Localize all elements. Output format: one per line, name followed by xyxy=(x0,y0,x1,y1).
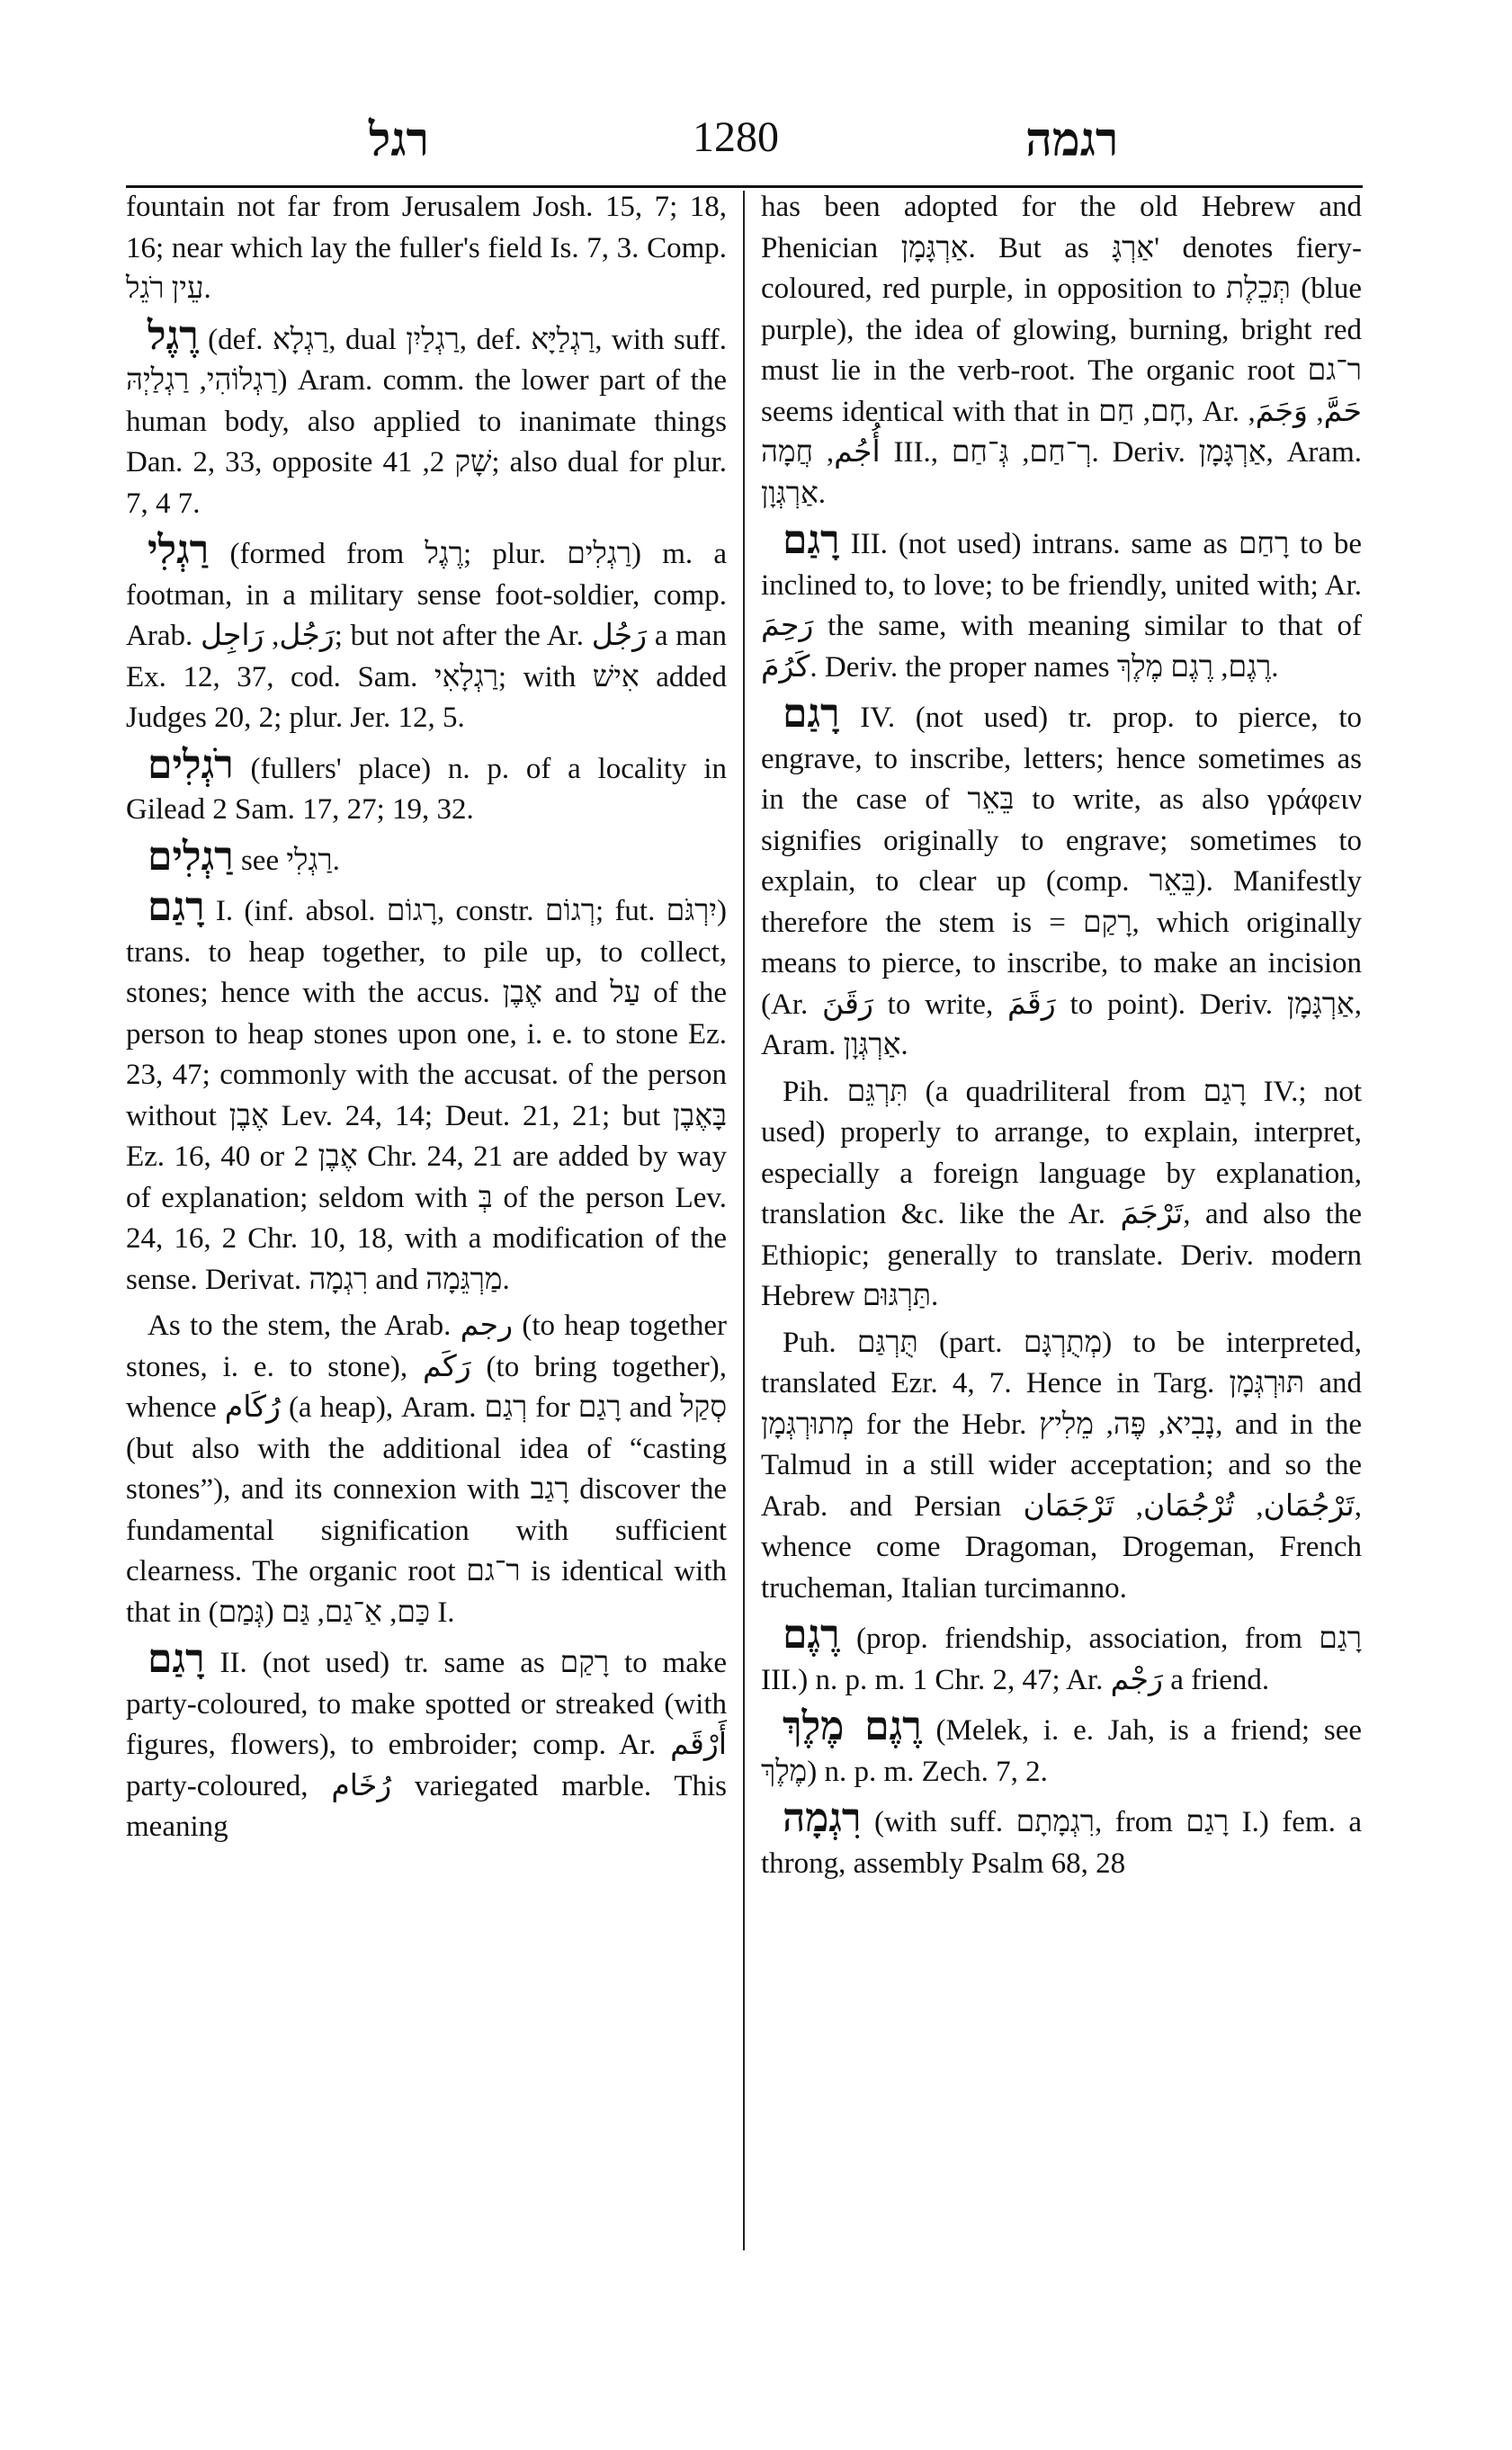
entry-headword: רֶגֶם מֶלֶךְ xyxy=(783,1703,922,1749)
right-guide-word: רגמה xyxy=(1025,112,1119,167)
entry-text: I. (inf. absol. רָגוֹם, constr. רְגוֹם; fut. יִרְגֹּם) trans. to heap together, to pile up, to collect, stones; hence with the accus. אֶבֶן and עַל of the person to heap stones upon one, i. e. to stone Ez. 23, 47; commonly with the accusat. of the person without אֶבֶן Lev. 24, 14; Deut. 21, 21; but בָּאֶבֶן Ez. 16, 40 or אֶבֶן 2 Chr. 24, 21 are added by way of explanation; seldom with בְּ of the person Lev. 24, 16, 2 Chr. 10, 18, with a modification of the sense. Derivat. רִגְמָה and מַרְגֵּמָה. xyxy=(126,895,727,1296)
entry-text: Pih. תִּרְגֵּם (a quadriliteral from רָגַם IV.; not used) properly to arrange, to explain, interpret, especially a foreign language by explanation, translation &c. like the Ar. تَرْجَمَ, and also the Ethiopic; generally to translate. Deriv. modern Hebrew תַּרְגּוּם. xyxy=(761,1075,1363,1312)
entry-text: see רַגְלִי. xyxy=(233,844,340,877)
entry-text: fountain not far from Jerusalem Josh. 15, 7; 18, 16; near which lay the fuller's field Is. 7, 3. Comp. עֵין רֹגֵל. xyxy=(126,191,727,305)
entry-text: (prop. friendship, association, from רָגַם III.) n. p. m. 1 Chr. 2, 47; Ar. رَجْم a friend. xyxy=(761,1623,1362,1696)
dictionary-entry xyxy=(761,693,1362,1067)
running-header xyxy=(126,112,1363,175)
dictionary-entry xyxy=(126,527,728,739)
dictionary-entry xyxy=(761,517,1362,688)
dictionary-entry xyxy=(761,1072,1362,1318)
entry-text: (with suff. רִגְמָתָם, from רָגַם I.) fem. a throng, assembly Psalm 68, 28 xyxy=(761,1806,1362,1880)
dictionary-entry xyxy=(761,1614,1362,1701)
dictionary-entry xyxy=(761,1323,1362,1610)
entry-headword: רַגְלִים xyxy=(148,833,234,880)
entry-headword: רַגְלִי xyxy=(148,527,210,573)
entry-headword: רָגַם xyxy=(783,691,840,737)
entry-headword: רָגַם xyxy=(148,884,205,930)
dictionary-entry xyxy=(761,1703,1362,1793)
entry-text: As to the stem, the Arab. رجم (to heap together stones, i. e. to stone), رَكَم (to bring together), whence رُكَام (a heap), Aram. רְגַם for רָגַם and סְקַל (but also with the additional idea of “casting stones”), and its connexion with רָגַב discover the fundamental signification with sufficient clearness. The organic root ר־גם is identical with that in כַּם, אַ־גַם, גַּם (גְּמַם) I. xyxy=(126,1310,728,1629)
entry-text: II. (not used) tr. same as רָקַם to make party-coloured, to make spotted or streaked (with figures, flowers), to embroider; comp. Ar. أَرْقَم party-coloured, رُخَام variegated marble. This meaning xyxy=(126,1647,727,1843)
dictionary-entry xyxy=(761,187,1362,514)
right-column xyxy=(761,187,1362,1884)
dictionary-entry xyxy=(761,1795,1362,1884)
left-column xyxy=(126,187,727,1848)
dictionary-entry xyxy=(126,741,727,831)
entry-headword: רֶגֶם xyxy=(783,1612,840,1658)
entry-text: (formed from רֶגֶל; plur. רַגְלִים) m. a footman, in a military sense foot-soldier, comp. Arab. رَجُل, رَاجِل; but not after the Ar. رَجُل a man Ex. 12, 37, cod. Sam. רַגְלָאִי; with אִישׁ added Judges 20, 2; plur. Jer. 12, 5. xyxy=(126,538,728,734)
entry-headword: רָגַם xyxy=(148,1636,205,1682)
entry-text: Puh. תֻּרְגַּם (part. מְתֻרְגָּם) to be interpreted, translated Ezr. 4, 7. Hence in Targ. תּוּרְגְּמָן and מְתוּרְגְּמָן for the Hebr. נָבִיא, פֶּה, מֵלִיץ, and in the Talmud in a still wider acceptation; and so the Arab. and Persian تَرْجُمَان, تُرْجُمَان, تَرْجَمَان, whence come Dragoman, Drogeman, French trucheman, Italian turcimanno. xyxy=(761,1326,1363,1605)
column-divider xyxy=(743,191,745,2250)
entry-headword: רִגְמָה xyxy=(783,1795,862,1841)
entry-headword: רָגַם xyxy=(783,517,840,563)
entry-headword: רֶגֶל xyxy=(148,312,199,359)
dictionary-entry xyxy=(126,1636,727,1848)
dictionary-entry xyxy=(126,884,727,1301)
dictionary-entry xyxy=(126,1306,727,1633)
entry-text: III. (not used) intrans. same as רָחַם to be inclined to, to love; to be friendly, united with; Ar. رَحِمَ the same, with meaning similar to that of كَرُمَ. Deriv. the proper names רֶגֶם, רֶגֶם מֶלֶךְ. xyxy=(761,528,1362,684)
entry-text: (fullers' place) n. p. of a locality in Gilead 2 Sam. 17, 27; 19, 32. xyxy=(126,752,727,826)
dictionary-entry xyxy=(126,187,727,310)
dictionary-entry xyxy=(126,312,727,525)
entry-text: has been adopted for the old Hebrew and Phenician אַרְגָּמָן. But as אַרְגָּ' denotes fiery-coloured, red purple, in opposition to תְּכֵלֶת (blue purple), the idea of glowing, burning, bright red must lie in the verb-root. The organic root ר־גם seems identical with that in חָם, חַם, Ar. حَمَّ, وَجَمَ, أُجُم, חֲמָה III., רְ־חַם, גְּ־חַם. Deriv. אַרְגָּמָן, Aram. אַרְגְּוָן. xyxy=(761,191,1363,510)
entry-headword: רֹגְלִים xyxy=(148,741,234,788)
page-number: 1280 xyxy=(693,113,779,161)
entry-text: (def. רַגְלָא, dual רַגְלַיִן, def. רַגְלַיָּא, with suff. רַגְלוֹהִי, רַגְלַיְהּ) Aram. comm. the lower part of the human body, also applied to inanimate things Dan. 2, 33, opposite שָׁק 2, 41; also dual for plur. 7, 4 7. xyxy=(126,323,727,520)
left-guide-word: רגל xyxy=(369,112,430,167)
dictionary-entry xyxy=(126,833,727,882)
entry-text: IV. (not used) tr. prop. to pierce, to engrave, to inscribe, letters; hence sometimes as in the case of בֵּאֵר to write, as also γράφειν signifies originally to engrave; sometimes to explain, to clear up (comp. בֵּאֵר). Manifestly therefore the stem is = רָקַם, which originally means to pierce, to inscribe, to make an incision (Ar. رَقَنَ to write, رَقَمَ to point). Deriv. אַרְגָּמָן, Aram. אַרְגְּוָן. xyxy=(761,702,1362,1061)
entry-text: (Melek, i. e. Jah, is a friend; see מֶלֶךְ) n. p. m. Zech. 7, 2. xyxy=(761,1714,1362,1788)
